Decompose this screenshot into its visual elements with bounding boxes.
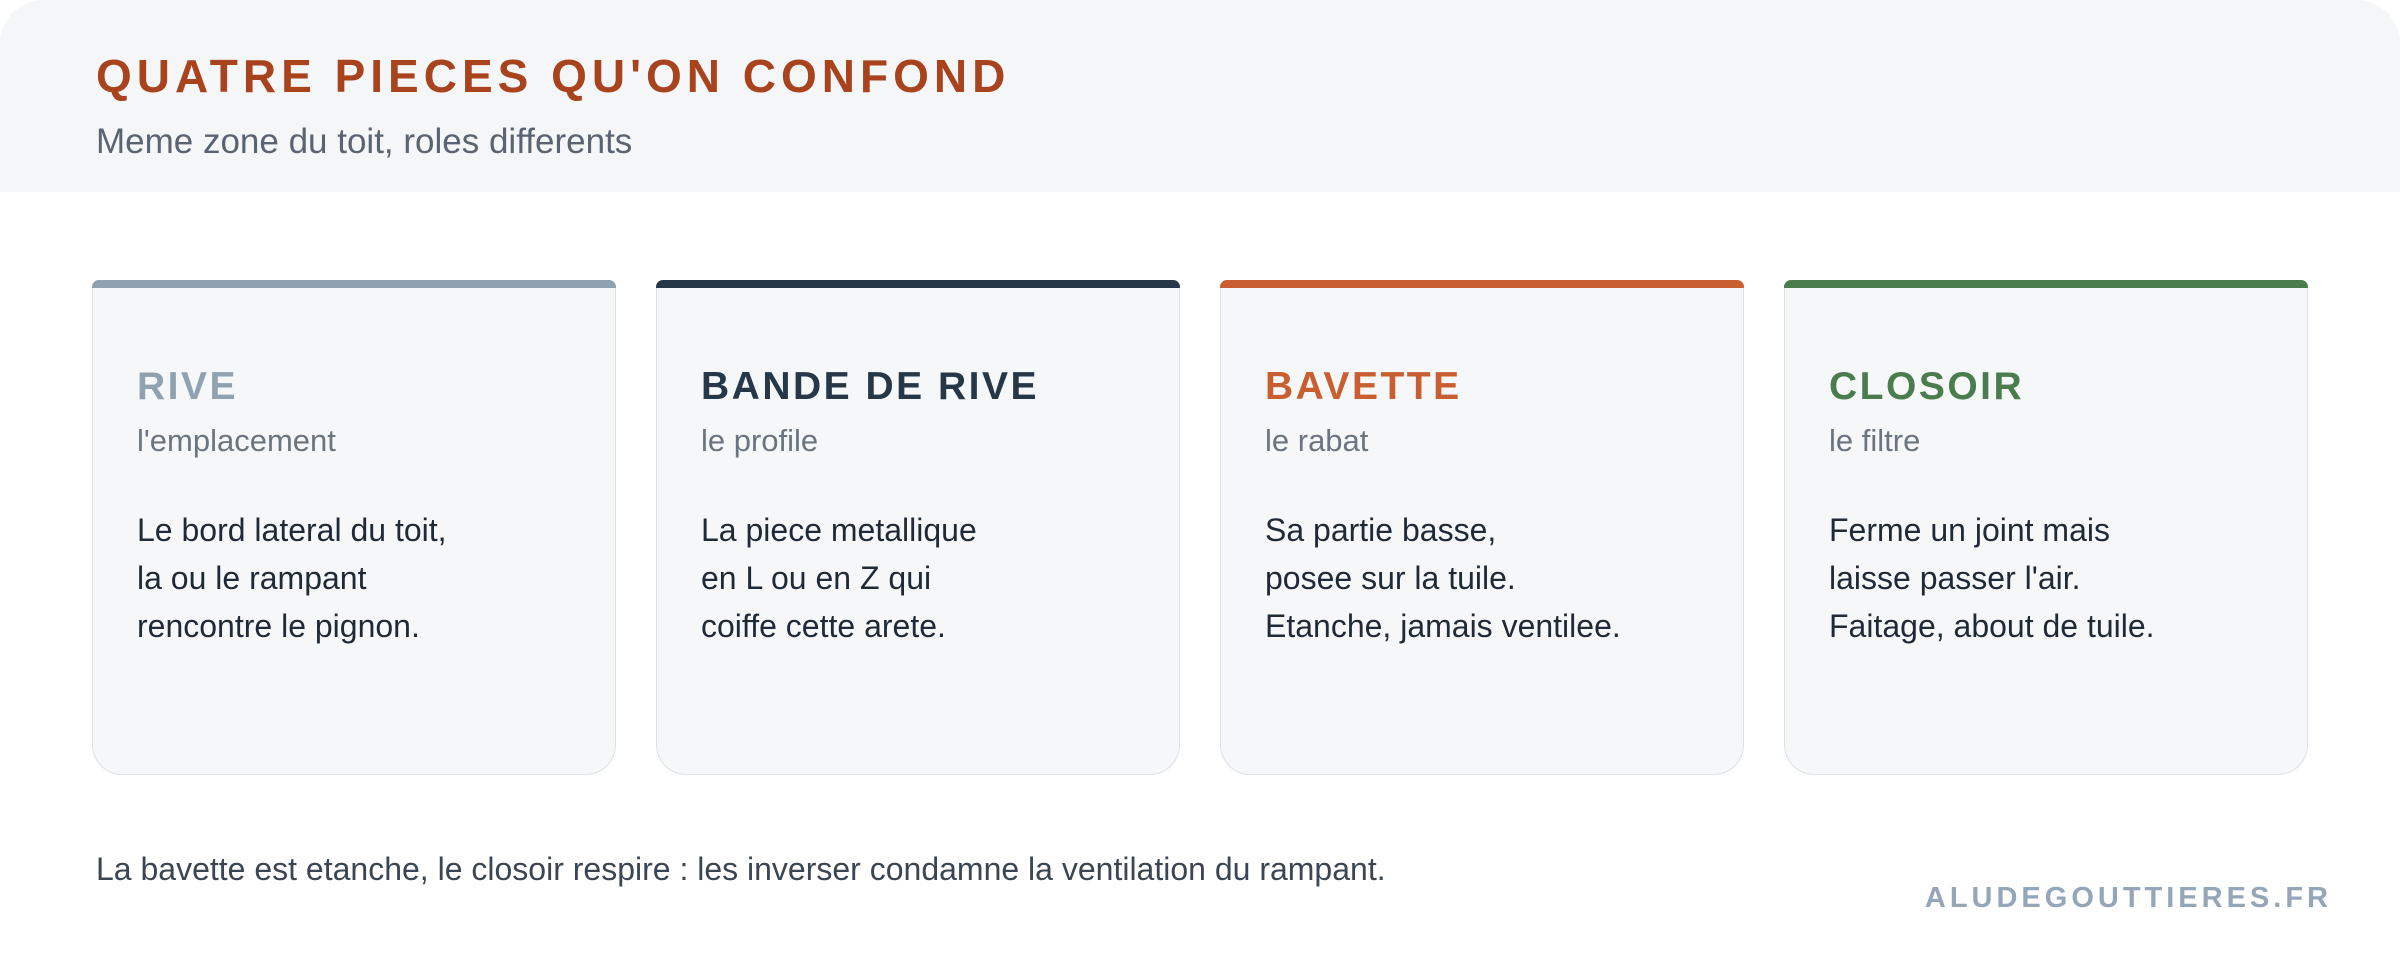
- card-description: [701, 506, 1161, 650]
- card-description-line: Le bord lateral du toit,: [137, 512, 447, 548]
- page-title: QUATRE PIECES QU'ON CONFOND: [96, 50, 1011, 102]
- card-title: BANDE DE RIVE: [701, 365, 1040, 408]
- card-description-line: La piece metallique: [701, 512, 977, 548]
- card-bande-de-rive: [656, 280, 1180, 776]
- page-subtitle: Meme zone du toit, roles differents: [96, 122, 633, 161]
- card-subtitle: le filtre: [1829, 423, 1921, 458]
- card-bavette: [1220, 280, 1744, 776]
- card-title: RIVE: [137, 365, 239, 408]
- card-subtitle: le profile: [701, 423, 819, 458]
- card-body: [1220, 288, 1744, 775]
- card-description-line: en L ou en Z qui: [701, 560, 932, 596]
- footer-note: La bavette est etanche, le closoir respire : les inverser condamne la ventilation du rampant.: [96, 851, 1386, 887]
- card-description-line: la ou le rampant: [137, 560, 367, 596]
- card-body: [656, 288, 1180, 775]
- card-description-line: rencontre le pignon.: [137, 608, 420, 644]
- card-description-line: Etanche, jamais ventilee.: [1265, 608, 1621, 644]
- header-band: [0, 0, 2400, 192]
- card-title: CLOSOIR: [1829, 365, 2025, 408]
- card-subtitle: le rabat: [1265, 423, 1369, 458]
- brand-wordmark: ALUDEGOUTTIERES.FR: [1924, 882, 2332, 914]
- card-list: [92, 280, 2308, 776]
- card-description-line: posee sur la tuile.: [1265, 560, 1516, 596]
- card-description-line: laisse passer l'air.: [1829, 560, 2081, 596]
- card-description: [1829, 506, 2289, 650]
- card-body: [92, 288, 616, 775]
- card-description: [137, 506, 597, 650]
- card-title: BAVETTE: [1265, 365, 1462, 408]
- card-description-line: coiffe cette arete.: [701, 608, 946, 644]
- card-subtitle: l'emplacement: [137, 423, 336, 458]
- card-closoir: [1784, 280, 2308, 776]
- card-description-line: Ferme un joint mais: [1829, 512, 2110, 548]
- card-description: [1265, 506, 1725, 650]
- card-body: [1784, 288, 2308, 775]
- card-description-line: Faitage, about de tuile.: [1829, 608, 2155, 644]
- card-description-line: Sa partie basse,: [1265, 512, 1497, 548]
- card-rive: [92, 280, 616, 776]
